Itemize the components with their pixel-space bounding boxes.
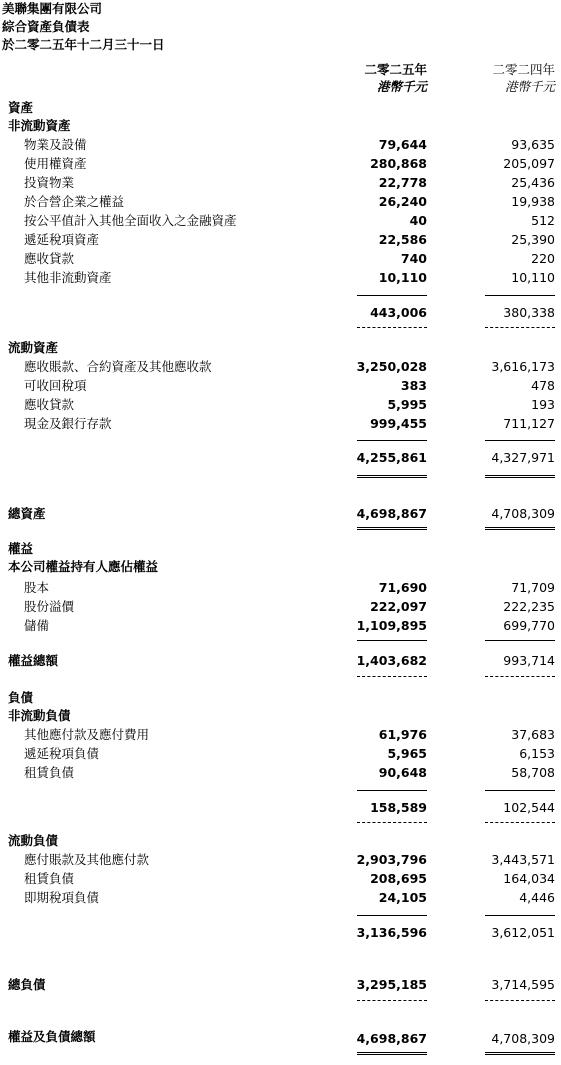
row-label: 應收貸款 [24,397,75,412]
subtotal-rule [485,640,555,641]
total-rule [485,822,555,823]
row-label: 物業及設備 [24,137,87,152]
statement-title: 綜合資產負債表 [2,19,90,34]
statement-date: 於二零二五年十二月三十一日 [2,37,165,52]
row-label: 可收回稅項 [24,378,87,393]
total-assets-prior: 4,708,309 [491,506,555,521]
section-liabilities: 負債 [8,690,34,705]
grand-total-rule [485,1052,555,1055]
row-value-prior: 512 [531,213,555,228]
row-label: 使用權資產 [24,156,87,171]
subtotal-rule [485,790,555,791]
total-assets-label: 總資產 [8,506,46,521]
section-equity-attributable: 本公司權益持有人應佔權益 [8,559,159,574]
row-value-prior: 478 [531,378,555,393]
row-value-prior: 25,436 [511,175,555,190]
total-liabilities-current: 3,295,185 [356,977,427,992]
row-label: 應收賬款、合約資產及其他應收款 [24,359,212,374]
row-label: 投資物業 [24,175,75,190]
row-value-current: 383 [400,378,427,393]
row-label: 租賃負債 [24,871,75,886]
row-label: 現金及銀行存款 [24,416,112,431]
row-value-prior: 164,034 [503,871,555,886]
total-rule [357,475,427,478]
company-name: 美聯集團有限公司 [2,1,103,16]
current-assets-total-prior: 4,327,971 [491,450,555,465]
row-value-current: 10,110 [378,270,427,285]
section-current-liabilities: 流動負債 [8,833,59,848]
row-value-current: 3,250,028 [356,359,427,374]
row-value-prior: 71,709 [511,580,555,595]
total-equity-and-liabilities-current: 4,698,867 [356,1031,427,1046]
row-value-current: 740 [400,251,427,266]
grand-total-rule [357,527,427,530]
column-year-current: 二零二五年 [364,62,427,77]
section-noncurrent-assets: 非流動資產 [8,118,71,133]
noncurrent-liabilities-total-prior: 102,544 [503,800,555,815]
row-value-prior: 3,616,173 [491,359,555,374]
row-value-current: 999,455 [370,416,427,431]
section-equity: 權益 [8,541,34,556]
total-rule [485,1000,555,1001]
row-value-prior: 4,446 [519,890,555,905]
row-label: 其他非流動資產 [24,270,112,285]
row-value-prior: 6,153 [519,746,555,761]
row-value-current: 90,648 [378,765,427,780]
total-rule [357,822,427,823]
section-assets: 資產 [8,100,34,115]
row-value-current: 79,644 [378,137,427,152]
row-value-prior: 37,683 [511,727,555,742]
total-rule [357,327,427,328]
row-label: 儲備 [24,618,50,633]
current-assets-total-current: 4,255,861 [356,450,427,465]
total-rule [357,676,427,677]
total-rule [485,676,555,677]
row-label: 按公平值計入其他全面收入之金融資產 [24,213,237,228]
row-value-prior: 93,635 [511,137,555,152]
row-value-current: 280,868 [370,156,427,171]
row-label: 股份溢價 [24,599,75,614]
total-liabilities-label: 總負債 [8,977,46,992]
total-equity-label: 權益總額 [8,653,59,668]
subtotal-rule [357,640,427,641]
row-value-current: 2,903,796 [356,852,427,867]
total-liabilities-prior: 3,714,595 [491,977,555,992]
row-value-prior: 25,390 [511,232,555,247]
row-label: 於合營企業之權益 [24,194,125,209]
noncurrent-assets-total-prior: 380,338 [503,305,555,320]
row-value-prior: 19,938 [511,194,555,209]
row-label: 遞延稅項資產 [24,232,100,247]
row-value-prior: 3,443,571 [491,852,555,867]
row-value-current: 208,695 [370,871,427,886]
total-equity-prior: 993,714 [503,653,555,668]
current-liabilities-total-prior: 3,612,051 [491,925,555,940]
row-value-current: 26,240 [378,194,427,209]
subtotal-rule [485,295,555,296]
row-value-current: 1,109,895 [356,618,427,633]
row-value-current: 24,105 [378,890,427,905]
section-current-assets: 流動資產 [8,340,59,355]
total-equity-and-liabilities-prior: 4,708,309 [491,1031,555,1046]
column-year-prior: 二零二四年 [492,62,555,77]
row-label: 應付賬款及其他應付款 [24,852,150,867]
noncurrent-assets-total-current: 443,006 [370,305,427,320]
subtotal-rule [357,295,427,296]
current-liabilities-total-current: 3,136,596 [356,925,427,940]
total-assets-current: 4,698,867 [356,506,427,521]
row-value-current: 40 [409,213,427,228]
subtotal-rule [357,790,427,791]
total-equity-and-liabilities-label: 權益及負債總額 [8,1029,96,1044]
row-value-current: 22,586 [378,232,427,247]
subtotal-rule [485,440,555,441]
row-label: 遞延稅項負債 [24,746,100,761]
total-rule [357,1000,427,1001]
total-rule [485,475,555,478]
row-value-prior: 699,770 [503,618,555,633]
section-noncurrent-liabilities: 非流動負債 [8,708,71,723]
column-unit-prior: 港幣千元 [504,79,555,94]
row-value-prior: 205,097 [503,156,555,171]
row-value-current: 22,778 [378,175,427,190]
row-value-current: 61,976 [378,727,427,742]
row-label: 租賃負債 [24,765,75,780]
row-value-prior: 222,235 [503,599,555,614]
total-equity-current: 1,403,682 [356,653,427,668]
row-value-prior: 193 [531,397,555,412]
row-value-prior: 711,127 [503,416,555,431]
row-value-current: 5,995 [387,397,427,412]
noncurrent-liabilities-total-current: 158,589 [370,800,427,815]
row-value-current: 71,690 [378,580,427,595]
row-label: 股本 [24,580,50,595]
column-unit-current: 港幣千元 [376,79,427,94]
total-rule [485,327,555,328]
grand-total-rule [357,1052,427,1055]
row-value-current: 5,965 [387,746,427,761]
row-label: 其他應付款及應付費用 [24,727,150,742]
subtotal-rule [485,915,555,916]
row-label: 應收貸款 [24,251,75,266]
grand-total-rule [485,527,555,530]
row-value-prior: 58,708 [511,765,555,780]
subtotal-rule [357,440,427,441]
row-value-current: 222,097 [370,599,427,614]
row-value-prior: 10,110 [511,270,555,285]
row-value-prior: 220 [531,251,555,266]
row-label: 即期稅項負債 [24,890,100,905]
subtotal-rule [357,915,427,916]
